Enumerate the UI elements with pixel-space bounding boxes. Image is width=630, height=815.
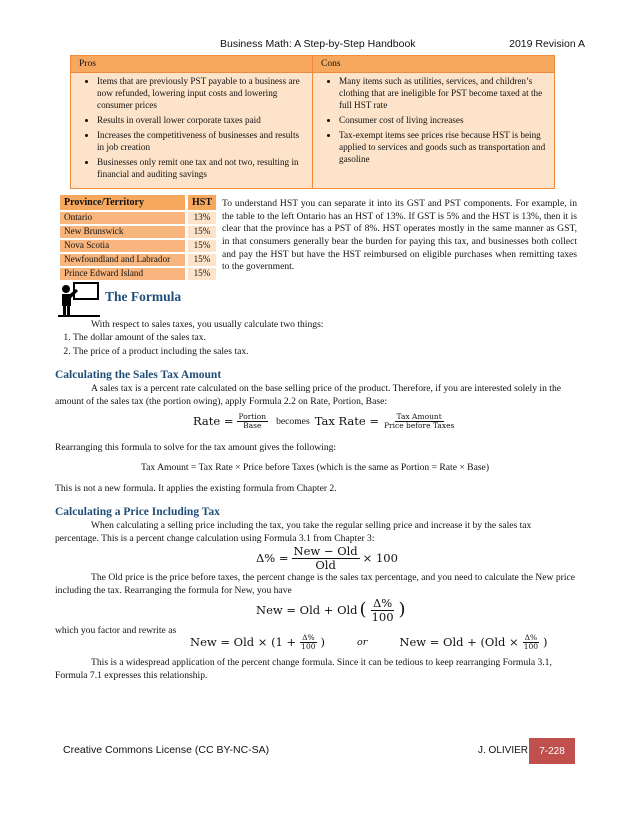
eq-tax-amount: Tax Amount xyxy=(396,412,442,421)
eq1-denominator: Old xyxy=(315,557,336,572)
price-including-paragraph-1: When calculating a selling price including the tax, you take the regular selling price and increase it by the sales tax percentage. This is a percent change calculation using Formula 3.1 from Chapter 3: xyxy=(55,520,532,545)
running-header-title: Business Math: A Step-by-Step Handbook xyxy=(220,38,416,50)
sales-tax-paragraph: A sales tax is a percent rate calculated on the base selling price of the product. Therefore, if you are interested solely in the amount of the sales tax (the portion owing), apply Formula 2.2 on Rate, Portion, Base: xyxy=(55,383,561,408)
pros-header: Pros xyxy=(71,56,313,73)
not-new-formula-text: This is not a new formula. It applies the existing formula from Chapter 2. xyxy=(55,483,337,494)
cons-cell xyxy=(313,73,555,189)
eq-portion: Portion xyxy=(238,412,267,421)
factored-equations: New = Old × (1 + $\frac{\Delta\%}{100}$ ) or New = Old + (Old × $\frac{\Delta\%}{100}$ ) xyxy=(190,633,548,652)
hst-column-header: HST xyxy=(188,195,216,210)
eq3b-numerator: Δ% xyxy=(524,633,538,642)
table-row xyxy=(60,268,216,280)
cons-item: • Many items such as utilities, services, and children’s clothing that are ineligible for PST become taxed at the full HST rate xyxy=(339,76,548,112)
eq-rate-label: Rate = xyxy=(193,414,234,429)
price-including-paragraph-2: The Old price is the price before taxes, the percent change is the sales tax percentage, and you need to calculate the New price including the tax. Rearranging the formula for New, you have xyxy=(55,572,575,597)
table-row xyxy=(60,212,216,224)
cons-item: • Tax-exempt items see prices rise because HST is being applied to services and goods such as transportation and gasoline xyxy=(339,130,548,166)
hst-rate: 13% xyxy=(188,212,216,224)
eq1-rhs: × 100 xyxy=(362,550,398,565)
eq-base: Base xyxy=(243,421,262,431)
table-row xyxy=(60,226,216,238)
hst-rate: 15% xyxy=(188,268,216,280)
eq3a-denominator: 100 xyxy=(301,642,316,652)
eq-taxrate-label: Tax Rate = xyxy=(314,414,379,429)
pros-item: • Items that are previously PST payable to a business are now refunded, lowering input costs and lowering consumer prices xyxy=(97,76,306,112)
price-including-paragraph-3: This is a widespread application of the percent change formula. Since it can be tedious to keep rearranging Formula 3.1, Formula 7.1 expresses this relationship. xyxy=(55,657,552,682)
table-row xyxy=(60,254,216,266)
subsection-heading-price-including-tax: Calculating a Price Including Tax xyxy=(55,506,220,518)
eq3-or: or xyxy=(357,636,368,648)
eq2-denominator: 100 xyxy=(371,609,394,624)
rearrange-text: Rearranging this formula to solve for the tax amount gives the following: xyxy=(55,442,337,453)
pros-item: • Businesses only remit one tax and not two, resulting in financial and auditing savings xyxy=(97,157,306,181)
rate-formula-equation xyxy=(193,413,459,431)
province-name: New Brunswick xyxy=(60,226,185,238)
hst-rate: 15% xyxy=(188,254,216,266)
province-name: Prince Edward Island xyxy=(60,268,185,280)
table-row xyxy=(60,240,216,252)
pros-item: • Results in overall lower corporate taxes paid xyxy=(97,115,306,127)
pros-item: • Increases the competitiveness of businesses and results in job creation xyxy=(97,130,306,154)
section-heading-formula: The Formula xyxy=(105,289,182,304)
eq2-numerator: Δ% xyxy=(372,596,393,610)
list-item: 2. The price of a product including the sales tax. xyxy=(73,345,249,359)
hst-rate: 15% xyxy=(188,226,216,238)
province-hst-table xyxy=(60,193,216,282)
formula-intro: With respect to sales taxes, you usually calculate two things: xyxy=(91,319,324,330)
pros-cons-table xyxy=(70,55,555,189)
eq-becomes: becomes xyxy=(276,415,310,427)
province-name: Newfoundland and Labrador xyxy=(60,254,185,266)
eq1-numerator: New − Old xyxy=(293,544,358,558)
teacher-board-icon xyxy=(58,281,100,317)
province-name: Ontario xyxy=(60,212,185,224)
footer-license: Creative Commons License (CC BY-NC-SA) xyxy=(63,744,270,756)
eq3b-denominator: 100 xyxy=(523,642,539,652)
pros-cell xyxy=(71,73,313,189)
hst-explanation-paragraph: To understand HST you can separate it into its GST and PST components. For example, in the table to the left Ontario has an HST of 13%. If GST is 5% and the HST is 13%, then it is clear that the province has a PST of 8%. HST operates mostly in the same manner as GST, in that consumers generally bear the burden for paying this tax, and businesses both collect and pay the HST but have the HST reimbursed on eligible purchases when remitting taxes to the government. xyxy=(222,198,577,273)
eq3a-numerator: Δ% xyxy=(302,633,315,642)
percent-change-equation xyxy=(256,545,398,571)
cons-header: Cons xyxy=(313,56,555,73)
eq3a-text: New = Old × (1 + xyxy=(190,635,297,650)
eq3b-text: New = Old + (Old × xyxy=(399,635,519,650)
eq2-text: New = Old + Old xyxy=(256,602,358,617)
cons-item: • Consumer cost of living increases xyxy=(339,115,548,127)
hst-rate: 15% xyxy=(188,240,216,252)
list-item: 1. The dollar amount of the sales tax. xyxy=(73,331,249,345)
new-price-equation: New = Old + Old ( $\frac{\Delta\%}{100}$ ) xyxy=(256,596,406,624)
province-column-header: Province/Territory xyxy=(60,195,185,210)
tax-amount-formula: Tax Amount = Tax Rate × Price before Taxes (which is the same as Portion = Rate × Base) xyxy=(140,462,490,473)
calculation-list xyxy=(55,331,249,358)
footer-author: J. OLIVIER xyxy=(478,745,529,756)
eq-price-before-taxes: Price before Taxes xyxy=(383,421,455,431)
eq1-lhs: Δ% = xyxy=(256,550,289,565)
subsection-heading-sales-tax-amount: Calculating the Sales Tax Amount xyxy=(55,369,222,381)
running-header-revision: 2019 Revision A xyxy=(509,38,585,50)
factor-text: which you factor and rewrite as xyxy=(55,625,177,636)
province-name: Nova Scotia xyxy=(60,240,185,252)
page-number-badge: 7-228 xyxy=(529,738,575,764)
